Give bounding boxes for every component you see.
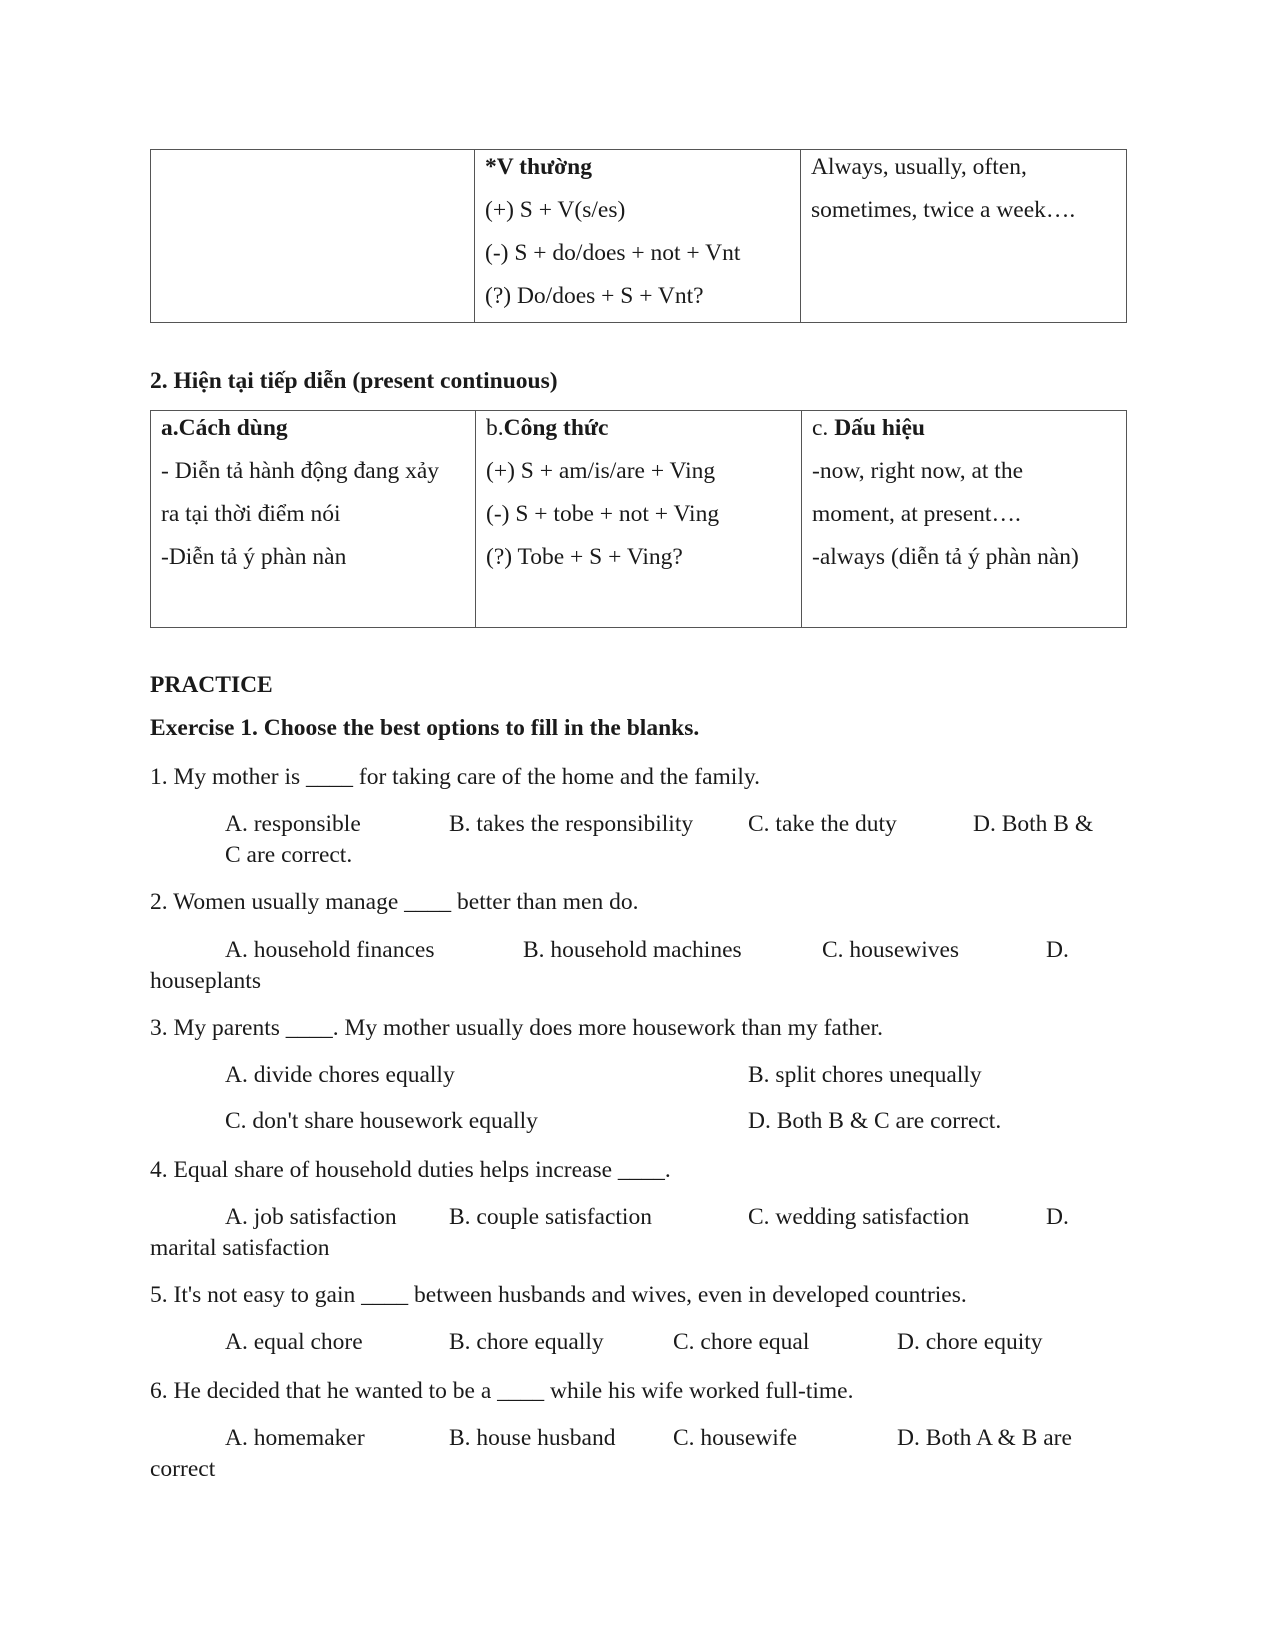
option-3a: A. divide chores equally <box>225 1062 455 1088</box>
option-4d: D. <box>1046 1204 1069 1230</box>
option-3c: C. don't share housework equally <box>225 1108 538 1134</box>
table1-cell-formula <box>475 150 801 323</box>
option-6a: A. homemaker <box>225 1425 365 1451</box>
table2-formula-line: (?) Tobe + S + Ving? <box>486 544 683 570</box>
question-2: 2. Women usually manage ____ better than men do. <box>150 889 639 915</box>
table2-signal-line: moment, at present…. <box>812 501 1021 527</box>
option-2a: A. household finances <box>225 937 435 963</box>
table2-cell-signals <box>802 411 1127 628</box>
table2-signal-line: -always (diễn tả ý phàn nàn) <box>812 544 1079 570</box>
option-4a: A. job satisfaction <box>225 1204 397 1230</box>
table1-cell-usage <box>151 150 475 323</box>
table2-cell-formula <box>476 411 802 628</box>
option-1d-wrap: C are correct. <box>225 842 353 868</box>
section-title: 2. Hiện tại tiếp diễn (present continuous) <box>150 368 558 394</box>
option-3d: D. Both B & C are correct. <box>748 1108 1002 1134</box>
present-continuous-table <box>150 410 1127 628</box>
option-6b: B. house husband <box>449 1425 616 1451</box>
option-5b: B. chore equally <box>449 1329 604 1355</box>
table2-usage-line: ra tại thời điểm nói <box>161 501 341 527</box>
option-5a: A. equal chore <box>225 1329 363 1355</box>
simple-present-table <box>150 149 1127 323</box>
option-4c: C. wedding satisfaction <box>748 1204 970 1230</box>
exercise-title: Exercise 1. Choose the best options to fill in the blanks. <box>150 715 700 741</box>
table1-cell-signals <box>801 150 1127 323</box>
option-2b: B. household machines <box>523 937 742 963</box>
option-1c: C. take the duty <box>748 811 897 837</box>
table2-signals-heading: c. Dấu hiệu <box>812 415 925 441</box>
table2-usage-line: - Diễn tả hành động đang xảy <box>161 458 440 484</box>
question-5: 5. It's not easy to gain ____ between husbands and wives, even in developed countries. <box>150 1282 967 1308</box>
table2-usage-line: -Diễn tả ý phàn nàn <box>161 544 347 570</box>
option-1b: B. takes the responsibility <box>449 811 694 837</box>
table1-formula-line: (+) S + V(s/es) <box>485 197 626 223</box>
table2-cell-usage <box>151 411 476 628</box>
table2-formula-heading: b.Công thức <box>486 415 609 441</box>
table2-formula-line: (-) S + tobe + not + Ving <box>486 501 720 527</box>
option-2d: D. <box>1046 937 1069 963</box>
table2-signal-line: -now, right now, at the <box>812 458 1024 484</box>
question-4: 4. Equal share of household duties helps increase ____. <box>150 1157 671 1183</box>
table2-formula-line: (+) S + am/is/are + Ving <box>486 458 716 484</box>
question-6: 6. He decided that he wanted to be a ____ while his wife worked full-time. <box>150 1378 854 1404</box>
option-5d: D. chore equity <box>897 1329 1043 1355</box>
option-6c: C. housewife <box>673 1425 798 1451</box>
table1-signal-line: Always, usually, often, <box>811 154 1027 180</box>
option-2d-wrap: houseplants <box>150 968 261 994</box>
option-6d-wrap: correct <box>150 1456 216 1482</box>
option-6d: D. Both A & B are <box>897 1425 1072 1451</box>
question-3: 3. My parents ____. My mother usually does more housework than my father. <box>150 1015 883 1041</box>
table1-signal-line: sometimes, twice a week…. <box>811 197 1076 223</box>
option-3b: B. split chores unequally <box>748 1062 982 1088</box>
question-1: 1. My mother is ____ for taking care of the home and the family. <box>150 764 760 790</box>
table1-formula-heading: *V thường <box>485 154 593 180</box>
option-4d-wrap: marital satisfaction <box>150 1235 330 1261</box>
option-2c: C. housewives <box>822 937 960 963</box>
table1-formula-line: (-) S + do/does + not + Vnt <box>485 240 741 266</box>
table2-usage-heading: a.Cách dùng <box>161 415 288 441</box>
option-1a: A. responsible <box>225 811 361 837</box>
practice-title: PRACTICE <box>150 672 273 698</box>
table1-formula-line: (?) Do/does + S + Vnt? <box>485 283 704 309</box>
option-4b: B. couple satisfaction <box>449 1204 652 1230</box>
option-5c: C. chore equal <box>673 1329 810 1355</box>
option-1d: D. Both B & <box>973 811 1094 837</box>
